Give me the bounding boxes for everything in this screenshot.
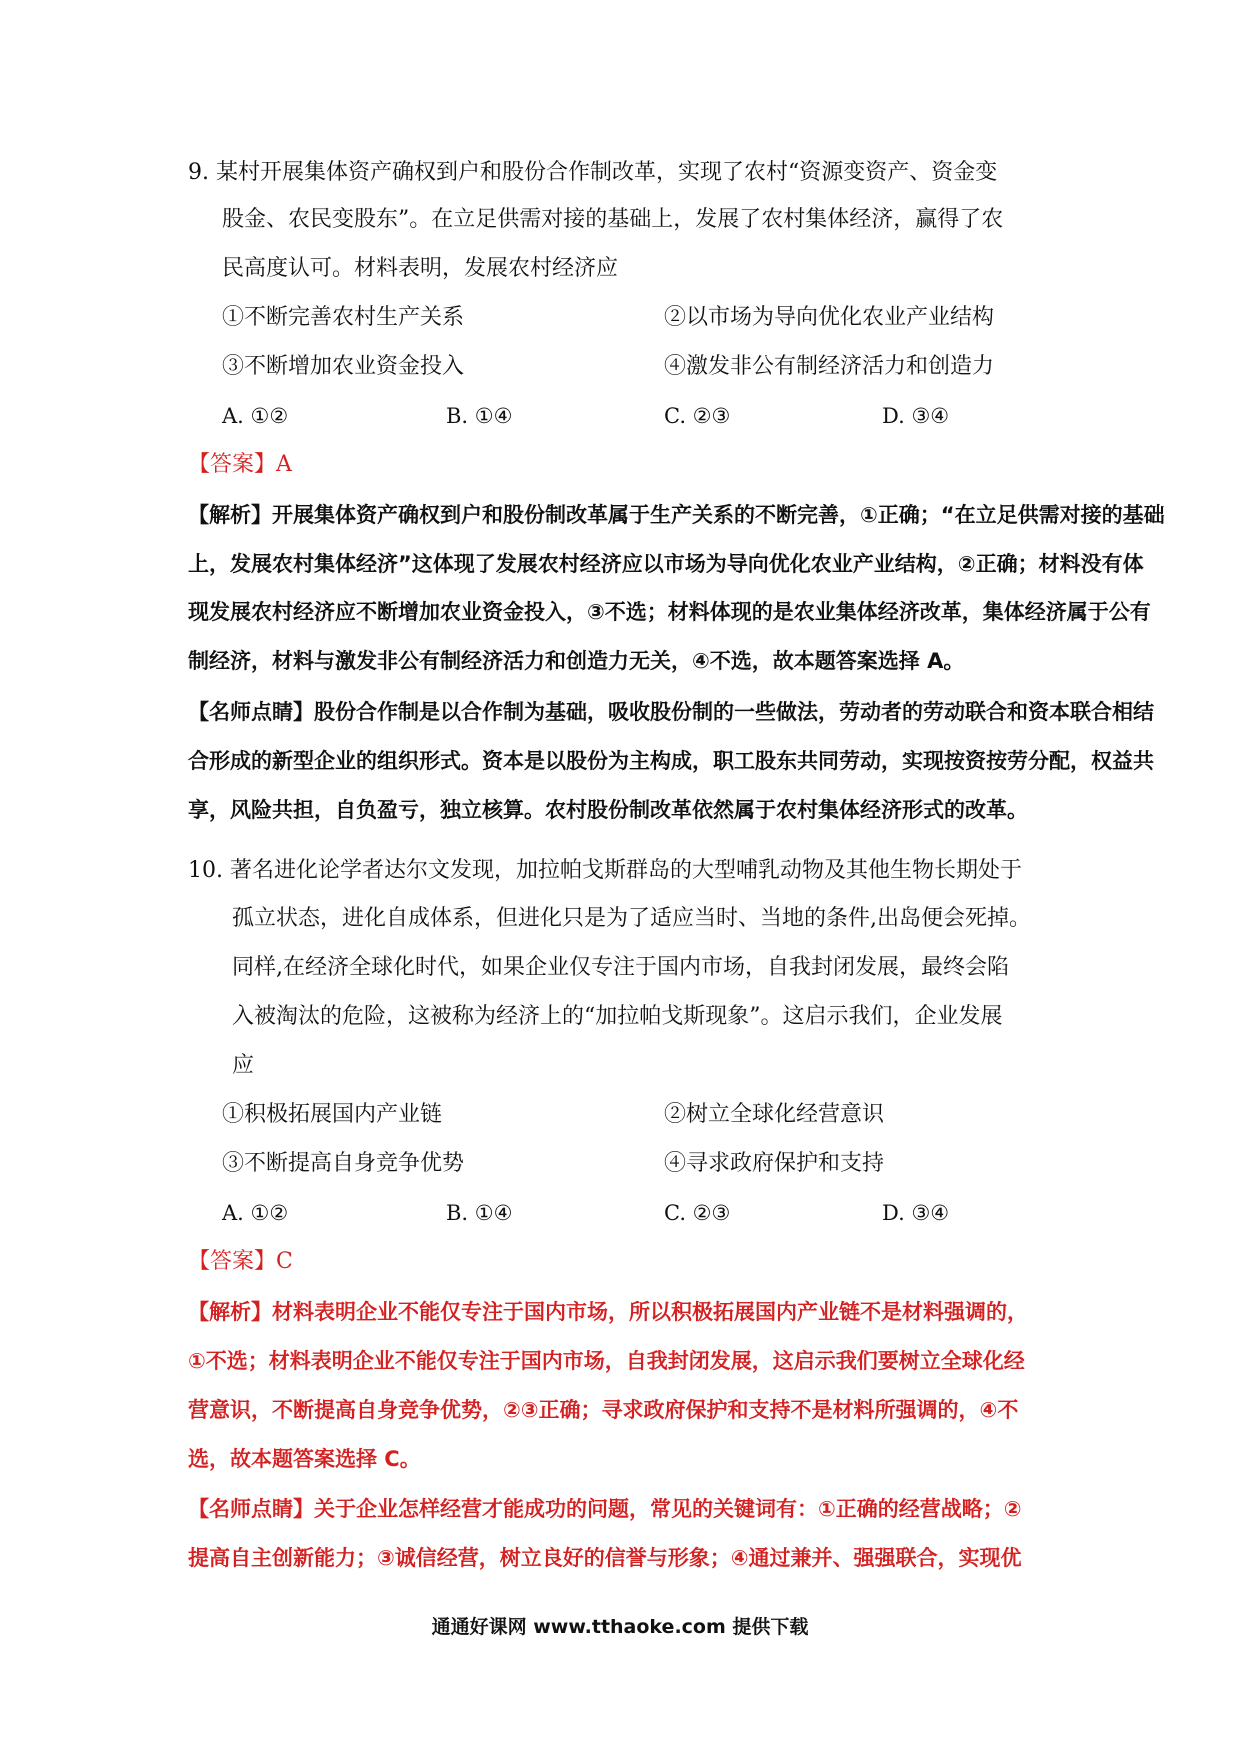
q9-stem-line-2: 股金、农民变股东”。在立足供需对接的基础上，发展了农村集体经济，赢得了农 xyxy=(222,207,1004,232)
q10-analysis-line-2: ①不选；材料表明企业不能仅专注于国内市场，自我封闭发展，这启示我们要树立全球化经 xyxy=(188,1349,1025,1373)
q10-statement-1: ①积极拓展国内产业链 xyxy=(222,1102,443,1127)
q9-statement-2: ②以市场为导向优化农业产业结构 xyxy=(664,305,995,330)
q10-statement-3: ③不断提高自身竞争优势 xyxy=(222,1151,465,1176)
q10-analysis-line-1: 【解析】材料表明企业不能仅专注于国内市场，所以积极拓展国内产业链不是材料强调的， xyxy=(188,1300,1028,1324)
q10-statement-2: ②树立全球化经营意识 xyxy=(664,1102,885,1127)
q10-choice-c: C. ②③ xyxy=(664,1201,731,1225)
q9-analysis-line-1: 【解析】开展集体资产确权到户和股份制改革属于生产关系的不断完善，①正确；“在立足供需对接的基础 xyxy=(188,503,1165,527)
q9-tips-line-2: 合形成的新型企业的组织形式。资本是以股份为主构成，职工股东共同劳动，实现按资按劳分配，权益共 xyxy=(188,749,1154,773)
q10-stem-line-3: 同样,在经济全球化时代，如果企业仅专注于国内市场，自我封闭发展，最终会陷 xyxy=(232,955,1009,980)
q10-stem-line-1: 10. 著名进化论学者达尔文发现，加拉帕戈斯群岛的大型哺乳动物及其他生物长期处于 xyxy=(188,858,1022,883)
q10-stem-line-4: 入被淘汰的危险，这被称为经济上的“加拉帕戈斯现象”。这启示我们，企业发展 xyxy=(232,1004,1003,1029)
q10-statement-4: ④寻求政府保护和支持 xyxy=(664,1151,885,1176)
q9-answer-value: A xyxy=(276,452,292,477)
q9-choice-a: A. ①② xyxy=(222,404,289,428)
q9-choice-d: D. ③④ xyxy=(882,404,950,428)
q9-statement-4: ④激发非公有制经济活力和创造力 xyxy=(664,354,995,379)
q9-analysis-line-2: 上，发展农村集体经济”这体现了发展农村经济应以市场为导向优化农业产业结构，②正确；材料没有体 xyxy=(188,552,1144,576)
q9-tips-line-1: 【名师点睛】股份合作制是以合作制为基础，吸收股份制的一些做法，劳动者的劳动联合和资本联合相结 xyxy=(188,700,1154,724)
q9-stem-line-1: 9. 某村开展集体资产确权到户和股份合作制改革，实现了农村“资源变资产、资金变 xyxy=(188,160,998,185)
q10-choice-a: A. ①② xyxy=(222,1201,289,1225)
q9-stem-line-3: 民高度认可。材料表明，发展农村经济应 xyxy=(222,256,619,281)
q10-stem-line-5: 应 xyxy=(232,1053,255,1078)
q10-analysis-line-4: 选，故本题答案选择 C。 xyxy=(188,1447,421,1471)
q10-tips-line-1: 【名师点睛】关于企业怎样经营才能成功的问题，常见的关键词有：①正确的经营战略；② xyxy=(188,1497,1022,1521)
q10-tips-line-2: 提高自主创新能力；③诚信经营，树立良好的信誉与形象；④通过兼并、强强联合，实现优 xyxy=(188,1546,1022,1570)
q10-choice-d: D. ③④ xyxy=(882,1201,950,1225)
q9-statement-1: ①不断完善农村生产关系 xyxy=(222,305,465,330)
q10-stem-line-2: 孤立状态，进化自成体系，但进化只是为了适应当时、当地的条件,出岛便会死掉。 xyxy=(232,906,1031,931)
q9-statement-3: ③不断增加农业资金投入 xyxy=(222,354,465,379)
q10-analysis-line-3: 营意识，不断提高自身竞争优势，②③正确；寻求政府保护和支持不是材料所强调的，④不 xyxy=(188,1398,1019,1422)
q9-analysis-line-4: 制经济，材料与激发非公有制经济活力和创造力无关，④不选，故本题答案选择 A。 xyxy=(188,649,965,673)
q10-answer xyxy=(188,1247,293,1277)
q9-choice-c: C. ②③ xyxy=(664,404,731,428)
q10-choice-b: B. ①④ xyxy=(446,1201,513,1225)
q10-answer-tag: 【答案】 xyxy=(188,1249,277,1274)
page-footer: 通通好课网 www.tthaoke.com 提供下载 xyxy=(431,1616,809,1638)
q9-choice-b: B. ①④ xyxy=(446,404,513,428)
q10-answer-value: C xyxy=(276,1249,293,1274)
q9-answer xyxy=(188,450,292,480)
q9-tips-line-3: 享，风险共担，自负盈亏，独立核算。农村股份制改革依然属于农村集体经济形式的改革。 xyxy=(188,798,1028,822)
q9-answer-tag: 【答案】 xyxy=(188,452,277,477)
q9-analysis-line-3: 现发展农村经济应不断增加农业资金投入，③不选；材料体现的是农业集体经济改革，集体经济属于公有 xyxy=(188,600,1151,624)
